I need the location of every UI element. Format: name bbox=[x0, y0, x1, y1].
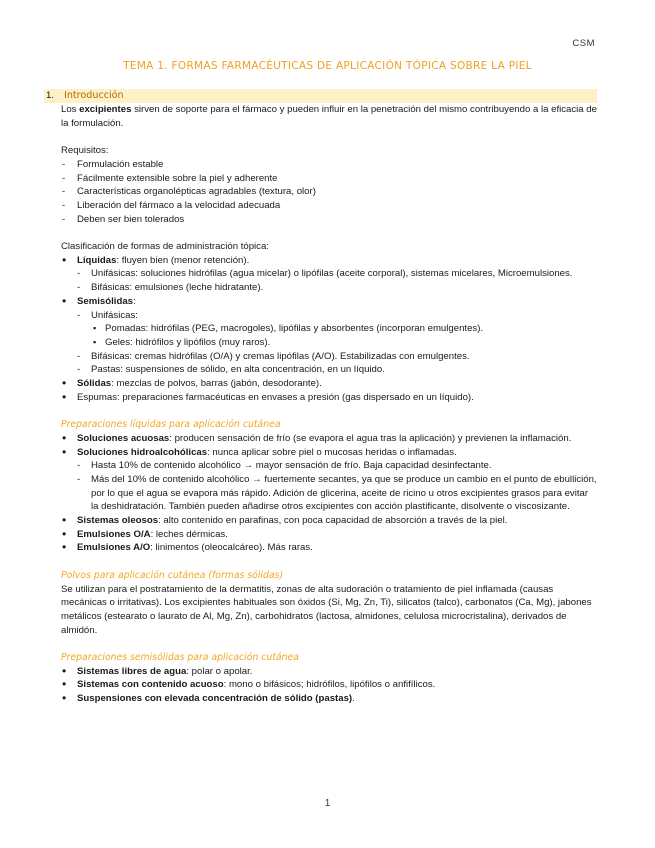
list-item: - Más del 10% de contenido alcohólico → fuertemente secantes, ya que se produce un cambio en el punto de ebullición, por lo que el agua se evapora más rápido. Adición de glicerina, aceite de ricino u otros excipientes grasos para evitar la deshidratación. También pueden añadirse otros excipientes con acción plastificante, disolvente o viscosizante. bbox=[61, 473, 597, 514]
page-number: 1 bbox=[324, 798, 331, 809]
semisolidas-list bbox=[61, 665, 597, 706]
list-item: - Pastas: suspensiones de sólido, en alta concentración, en un líquido. bbox=[61, 363, 597, 377]
list-item: - Formulación estable bbox=[61, 158, 597, 172]
semisolidas-sublist bbox=[61, 309, 597, 323]
list-item: - Hasta 10% de contenido alcohólico → mayor sensación de frío. Baja capacidad desinfectante. bbox=[61, 459, 597, 473]
list-item: - Bifásicas: cremas hidrófilas (O/A) y cremas lipófilas (A/O). Estabilizadas con emulgentes. bbox=[61, 350, 597, 364]
unifasicas-sublist bbox=[61, 322, 597, 349]
semisolidas-sublist-2 bbox=[61, 350, 597, 377]
hidro-sublist bbox=[61, 459, 597, 514]
list-item: • Sistemas con contenido acuoso: mono o bifásicos; hidrófilos, lipófilos o anfifílicos. bbox=[61, 678, 597, 692]
list-item: • Soluciones hidroalcohólicas: nunca aplicar sobre piel o mucosas heridas o inflamadas. bbox=[61, 446, 597, 460]
clasificacion-heading: Clasificación de formas de administración tópica: bbox=[61, 241, 269, 252]
list-item: • Emulsiones A/O: linimentos (oleocalcáreo). Más raras. bbox=[61, 541, 597, 555]
list-item: - Liberación del fármaco a la velocidad adecuada bbox=[61, 199, 597, 213]
list-item: • Semisólidas: bbox=[61, 295, 597, 309]
document-body bbox=[44, 89, 597, 706]
list-item: • Suspensiones con elevada concentración de sólido (pastas). bbox=[61, 692, 597, 706]
requisitos-heading: Requisitos: bbox=[61, 145, 109, 157]
liquidas-heading: Preparaciones líquidas para aplicación cutánea bbox=[61, 419, 281, 431]
polvos-heading: Polvos para aplicación cutánea (formas sólidas) bbox=[61, 569, 284, 581]
polvos-paragraph: Se utilizan para el postratamiento de la dermatitis, zonas de alta sudoración o tratamiento de piel inflamada (causas mecánicas o irritativas). Los excipientes habituales son óxidos (Si, Mg, Zn, Ti), silicatos (talco), carbonatos (Ca, Mg), jabones metálicos (estearato o laurato de Al, Mg, Zn), carbohidratos (lactosa, almidones, celulosa microcristalina), derivados de almidón. bbox=[61, 583, 592, 636]
requisitos-list bbox=[61, 158, 597, 227]
list-item: - Bifásicas: emulsiones (leche hidratante). bbox=[61, 281, 597, 295]
list-item: - Fácilmente extensible sobre la piel y adherente bbox=[61, 172, 597, 186]
section-content bbox=[61, 103, 597, 706]
liquidas-sublist bbox=[61, 267, 597, 294]
liquidas-list-2 bbox=[61, 514, 597, 555]
page-title: TEMA 1. FORMAS FARMACÉUTICAS DE APLICACIÓN TÓPICA SOBRE LA PIEL bbox=[123, 60, 532, 72]
clasificacion-list bbox=[61, 254, 597, 268]
list-item: - Unifásicas: bbox=[61, 309, 597, 323]
semisolidas-heading: Preparaciones semisólidas para aplicación cutánea bbox=[61, 652, 299, 664]
intro-paragraph: Los excipientes sirven de soporte para el fármaco y pueden influir en la penetración del mismo contribuyendo a la eficacia de la formulación. bbox=[61, 104, 597, 129]
list-item: - Deben ser bien tolerados bbox=[61, 213, 597, 227]
section-heading bbox=[44, 89, 597, 103]
section-label: Introducción bbox=[64, 90, 124, 102]
list-item: • Líquidas: fluyen bien (menor retención). bbox=[61, 254, 597, 268]
clasificacion-list-2 bbox=[61, 295, 597, 309]
section-number: 1. bbox=[46, 90, 55, 102]
list-item: - Características organolépticas agradables (textura, olor) bbox=[61, 185, 597, 199]
list-item: ▪ Pomadas: hidrófilas (PEG, macrogoles), lipófilas y absorbentes (incorporan emulgentes). bbox=[61, 322, 597, 336]
list-item: • Soluciones acuosas: producen sensación de frío (se evapora el agua tras la aplicación) y previenen la inflamación. bbox=[61, 432, 597, 446]
list-item: • Emulsiones O/A: leches dérmicas. bbox=[61, 528, 597, 542]
list-item: • Sólidas: mezclas de polvos, barras (jabón, desodorante). bbox=[61, 377, 597, 391]
list-item: - Unifásicas: soluciones hidrófilas (agua micelar) o lipófilas (aceite corporal), sistemas micelares, Microemulsiones. bbox=[61, 267, 597, 281]
list-item: • Espumas: preparaciones farmacéuticas en envases a presión (gas dispersado en un líquido). bbox=[61, 391, 597, 405]
liquidas-list bbox=[61, 432, 597, 459]
clasificacion-list-3 bbox=[61, 377, 597, 404]
list-item: ▪ Geles: hidrófilos y lipófilos (muy raros). bbox=[61, 336, 597, 350]
author-initials: CSM bbox=[572, 38, 595, 49]
list-item: • Sistemas libres de agua: polar o apolar. bbox=[61, 665, 597, 679]
list-item: • Sistemas oleosos: alto contenido en parafinas, con poca capacidad de absorción a través de la piel. bbox=[61, 514, 597, 528]
